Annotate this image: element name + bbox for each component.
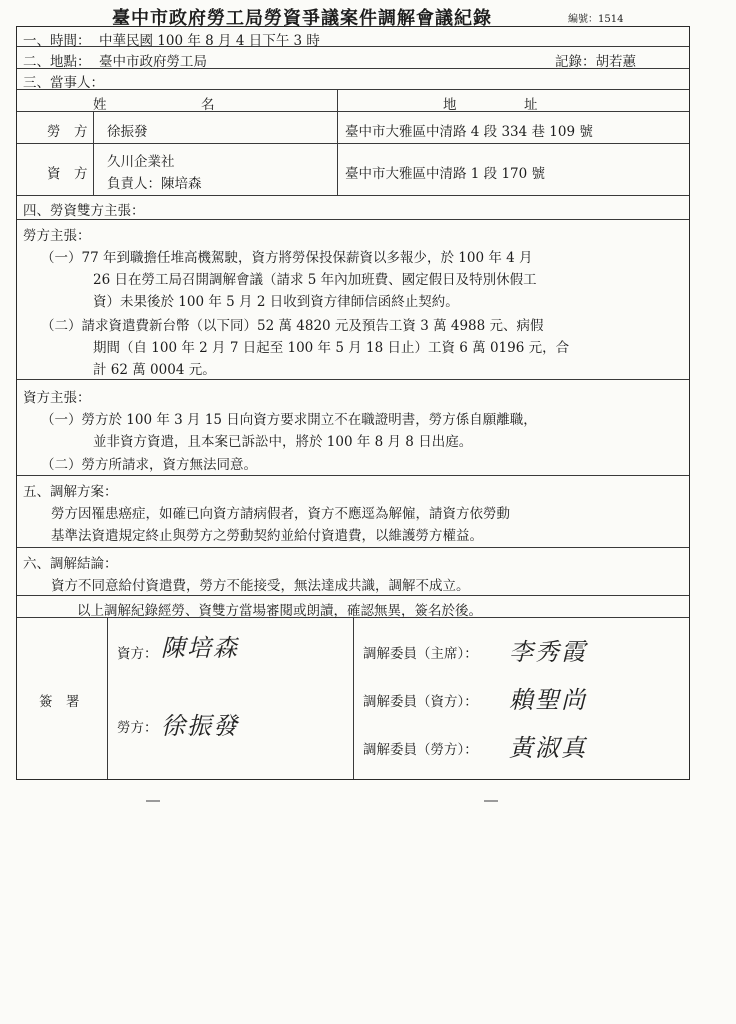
claims-label: 四、勞資雙方主張： (23, 203, 145, 219)
conclusion-section (17, 548, 689, 596)
party-role-divider (93, 112, 94, 196)
labor-claim-1-line-3: 資）未果後於 100 年 5 月 2 日收到資方律師信函終止契約。 (93, 294, 459, 310)
labor-role: 勞 方 (47, 124, 88, 140)
place-value: 臺中市政府勞工局 (99, 54, 207, 70)
time-value: 中華民國 100 年 8 月 4 日下午 3 時 (99, 33, 320, 49)
labor-signature: 徐振發 (161, 712, 239, 740)
parties-header-row (17, 90, 689, 112)
employer-claims-section (17, 380, 689, 476)
serial-number: 編號：1514 (568, 14, 624, 25)
employer-address: 臺中市大雅區中清路 1 段 170 號 (345, 166, 546, 182)
employer-member-signature: 賴聖尚 (509, 686, 587, 714)
proposal-label: 五、調解方案： (23, 484, 118, 500)
claims-label-row (17, 196, 689, 220)
confirmation-text: 以上調解紀錄經勞、資雙方當場審閱或朗讀，確認無異，簽名於後。 (77, 603, 482, 619)
labor-claim-2-line-2: 期間（自 100 年 2 月 7 日起至 100 年 5 月 18 日止）工資 6 萬 0196 元，合 (93, 340, 570, 356)
labor-claim-1-line-1: （一）77 年到職擔任堆高機駕駛，資方將勞保投保薪資以多報少，於 100 年 4 月 (41, 250, 533, 266)
proposal-line-1: 勞方因罹患癌症，如確已向資方請病假者，資方不應逕為解僱，請資方依勞動 (51, 506, 510, 522)
employer-representative: 負責人：陳培森 (107, 176, 202, 192)
parties-label-row (17, 69, 689, 90)
time-row (17, 27, 689, 47)
recorder: 記錄：胡若蕙 (555, 54, 636, 70)
proposal-section (17, 476, 689, 548)
employer-member-sign-label: 調解委員（資方）： (363, 694, 478, 710)
column-name-header: 姓 名 (93, 97, 215, 113)
labor-name: 徐振發 (107, 124, 148, 140)
signature-label: 簽 署 (39, 694, 80, 710)
labor-address: 臺中市大雅區中清路 4 段 334 巷 109 號 (345, 124, 593, 140)
record-form (16, 26, 690, 780)
employer-party-row (17, 144, 689, 196)
scan-mark (146, 800, 160, 802)
parties-label: 三、當事人： (23, 75, 104, 91)
conclusion-label: 六、調解結論： (23, 556, 118, 572)
labor-claims-section (17, 220, 689, 380)
employer-sign-label: 資方： (117, 646, 158, 662)
employer-role: 資 方 (47, 166, 88, 182)
labor-party-row (17, 112, 689, 144)
scan-mark (484, 800, 498, 802)
document-title: 臺中市政府勞工局勞資爭議案件調解會議紀錄 (112, 8, 492, 29)
signature-column-divider (353, 618, 354, 779)
signature-label-divider (107, 618, 108, 779)
confirmation-row (17, 596, 689, 618)
employer-signature: 陳培森 (161, 634, 239, 662)
labor-member-signature: 黃淑真 (509, 734, 587, 762)
column-address-header: 地 址 (443, 97, 538, 113)
place-label: 二、地點： (23, 54, 91, 70)
labor-claim-2-line-3: 計 62 萬 0004 元。 (93, 362, 216, 378)
labor-claim-2-line-1: （二）請求資遣費新台幣（以下同）52 萬 4820 元及預告工資 3 萬 4988 元、病假 (41, 318, 544, 334)
conclusion-text: 資方不同意給付資遣費，勞方不能接受，無法達成共識，調解不成立。 (51, 578, 470, 594)
employer-claims-label: 資方主張： (23, 390, 91, 406)
proposal-line-2: 基準法資遣規定終止與勞方之勞動契約並給付資遣費，以維護勞方權益。 (51, 528, 483, 544)
employer-claim-1-line-1: （一）勞方於 100 年 3 月 15 日向資方要求開立不在職證明書，勞方係自願離職， (41, 412, 537, 428)
place-row (17, 47, 689, 69)
time-label: 一、時間： (23, 33, 91, 49)
employer-claim-1-line-2: 並非資方資遣，且本案已訴訟中，將於 100 年 8 月 8 日出庭。 (93, 434, 473, 450)
chair-signature: 李秀霞 (509, 638, 587, 666)
chair-sign-label: 調解委員（主席）： (363, 646, 478, 662)
party-address-divider (337, 90, 338, 196)
employer-claim-2: （二）勞方所請求，資方無法同意。 (41, 457, 257, 473)
labor-sign-label: 勞方： (117, 720, 158, 736)
labor-member-sign-label: 調解委員（勞方）： (363, 742, 478, 758)
labor-claims-label: 勞方主張： (23, 228, 91, 244)
employer-name: 久川企業社 (107, 154, 175, 170)
labor-claim-1-line-2: 26 日在勞工局召開調解會議（請求 5 年內加班費、國定假日及特別休假工 (93, 272, 537, 288)
